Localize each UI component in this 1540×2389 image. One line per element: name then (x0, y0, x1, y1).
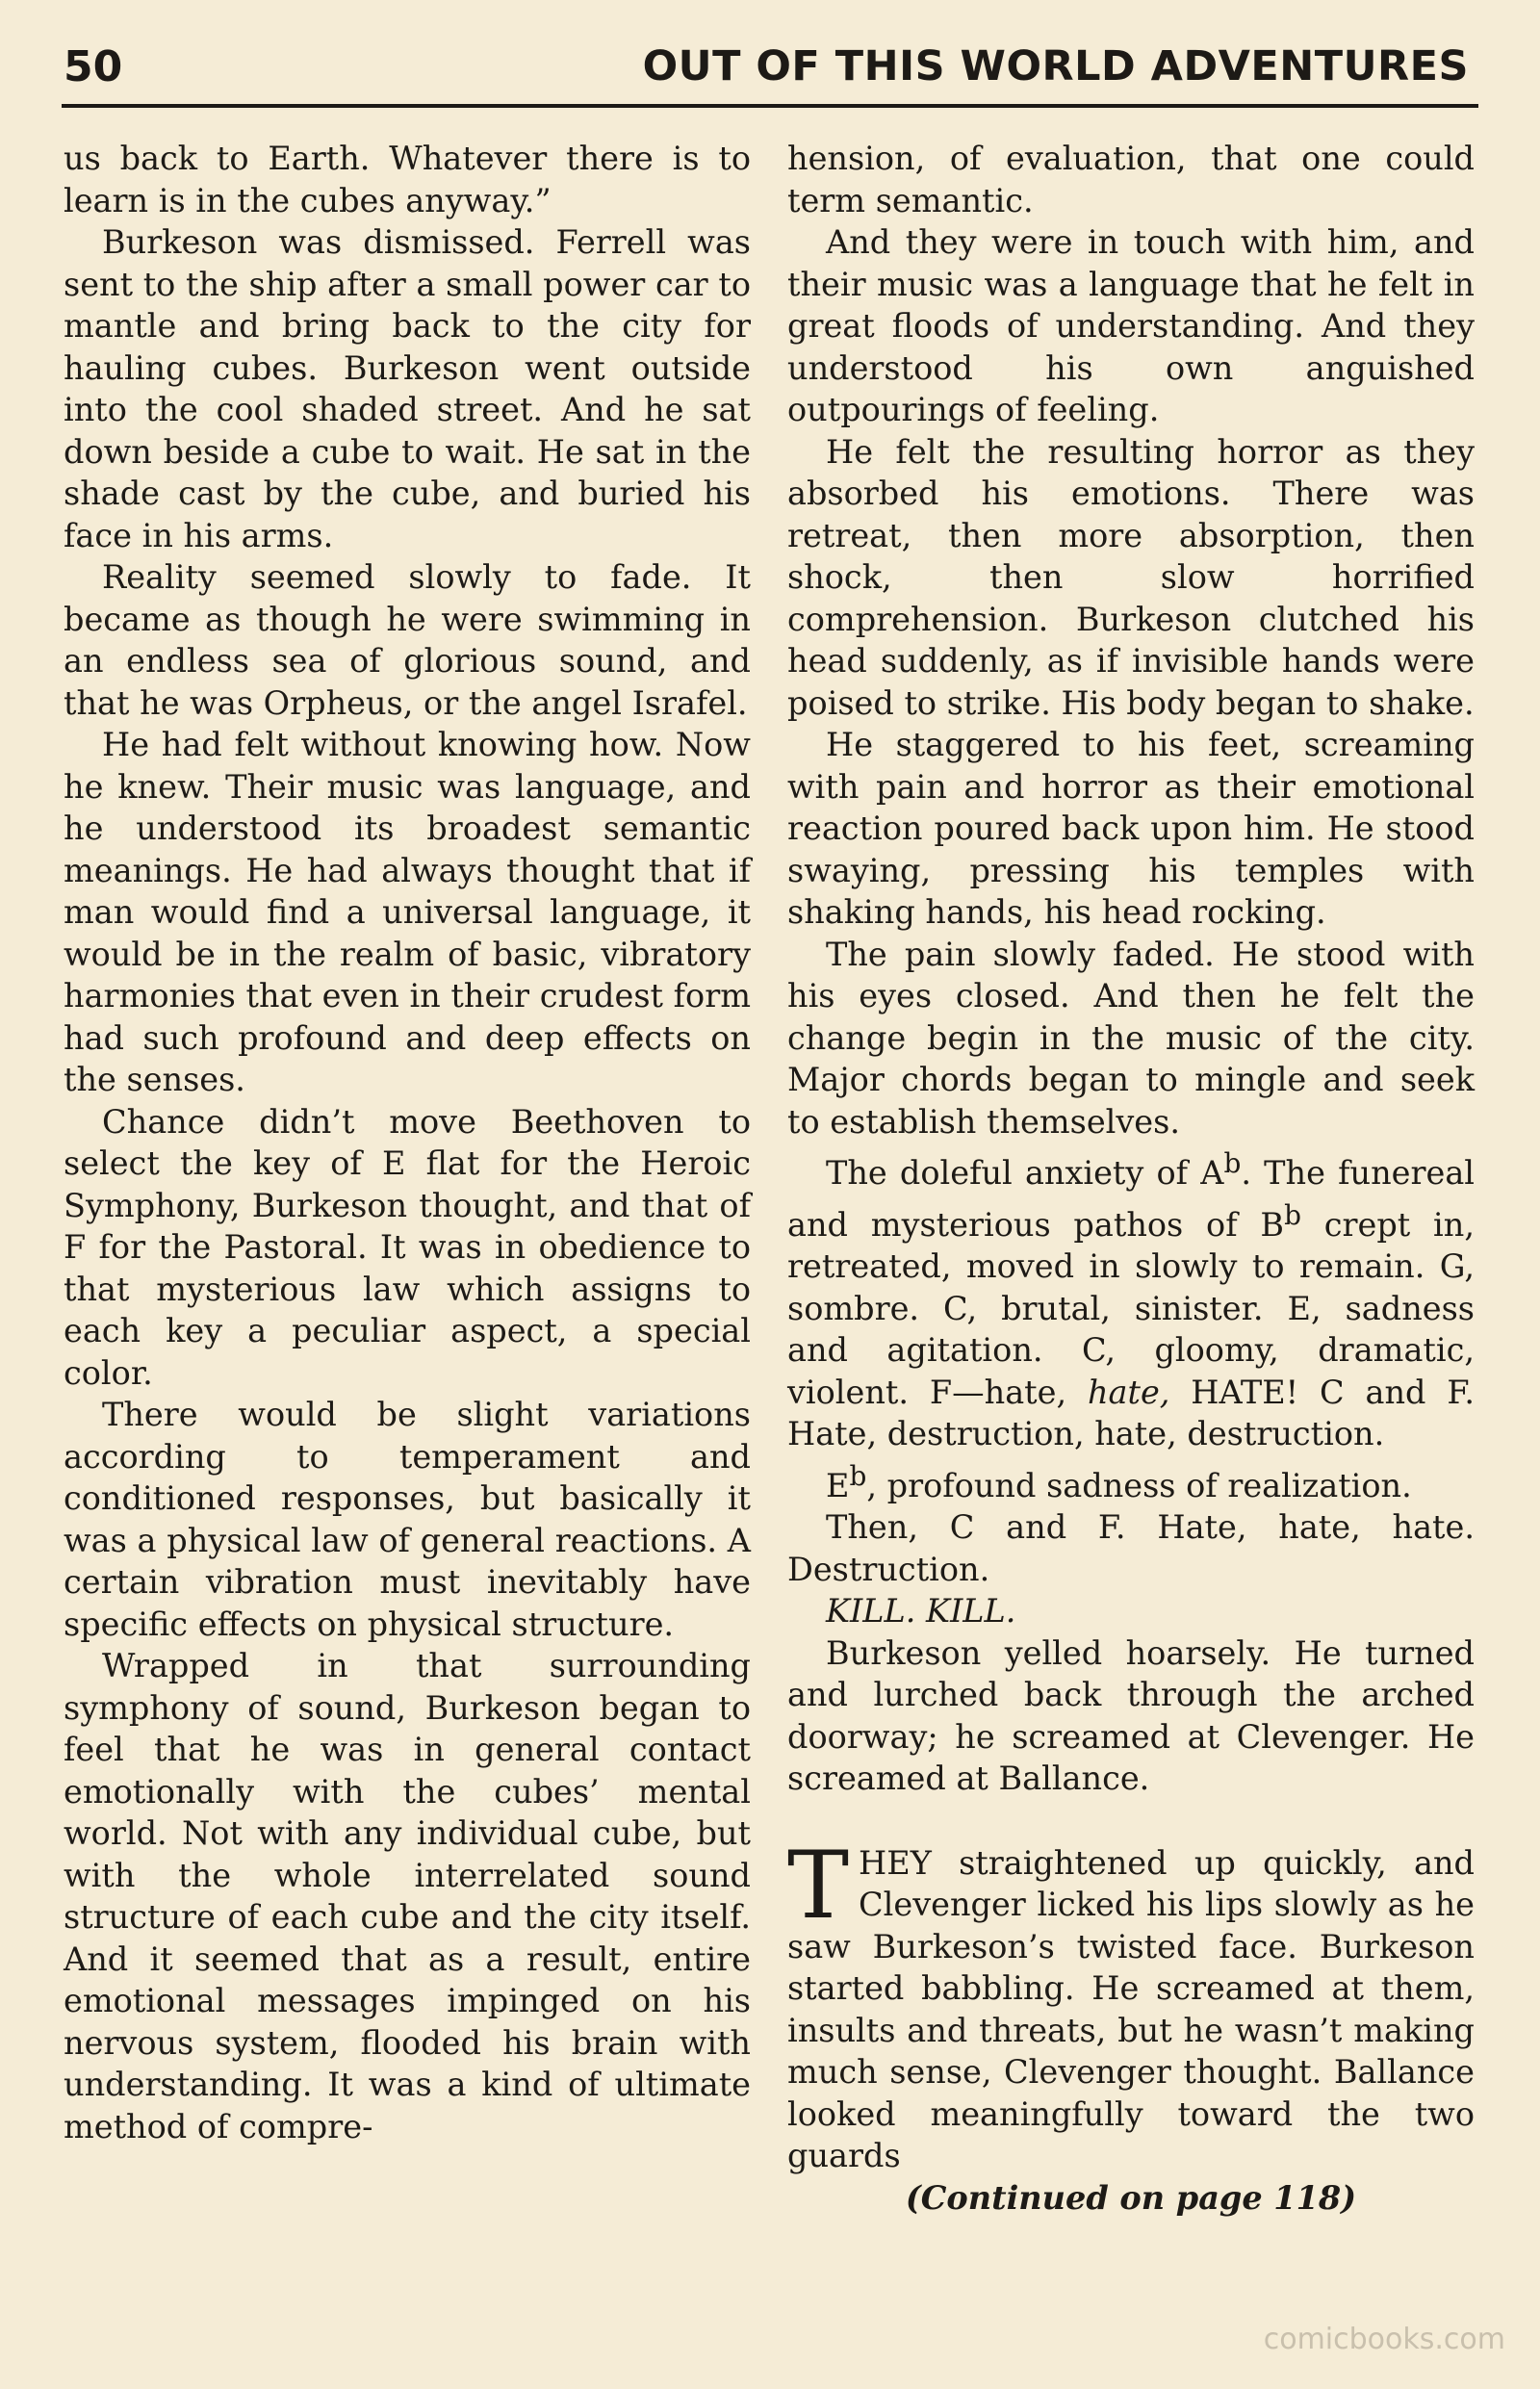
text-run: HATE! C and F. Hate, destruction, hate, destruction. (787, 1373, 1475, 1453)
paragraph (787, 1455, 1475, 1507)
paragraph: Reality seemed slowly to fade. It became as though he were swimming in an endless sea of glorious sound, and that he was Orpheus, or the angel Israfel. (64, 558, 751, 722)
paragraph: Burkeson yelled hoarsely. He turned and lurched back through the arched doorway; he screamed at Clevenger. He screamed at Ballance. (787, 1633, 1475, 1798)
left-column (64, 138, 751, 2147)
flat-sign: b (1284, 1198, 1301, 1231)
text-run: crept in, retreated, moved in slowly to remain. G, sombre. C, brutal, sinister. E, sadness and agitation. C, gloomy, dramatic, violent. F—hate, (787, 1205, 1475, 1411)
italic-run: hate, (1087, 1373, 1170, 1411)
right-column (787, 138, 1475, 2219)
paragraph: There would be slight variations according to temperament and conditioned responses, but basically it was a physical law of general reactions. A certain vibration must inevitably have specific effects on physical structure. (64, 1396, 751, 1643)
paragraph: Then, C and F. Hate, hate, hate. Destruction. (787, 1508, 1475, 1588)
page-number: 50 (64, 42, 123, 91)
text-run: . The funereal and mysterious pathos of B (787, 1154, 1476, 1244)
drop-cap: T (787, 1831, 850, 1939)
paragraph: Burkeson was dismissed. Ferrell was sent to the ship after a small power car to mantle and bring back to the city for hauling cubes. Burkeson went outside into the cool shaded street. And he sat down beside a cube to wait. He sat in the shade cast by the cube, and buried his face in his arms. (64, 223, 751, 554)
paragraph-kill: KILL. KILL. (826, 1592, 1016, 1631)
paragraph: And they were in touch with him, and their music was a language that he felt in great floods of understanding. And they understood his own anguished outpourings of feeling. (787, 223, 1475, 428)
text-run: HEY straightened up quickly, and Clevenger licked his lips slowly as he saw Burkeson’s twisted face. Burkeson started babbling. He screamed at them, insults and threats, but he wasn’t making much sense, Clevenger thought. Ballance looked meaningfully toward the two guards (787, 1843, 1475, 2175)
paragraph: us back to Earth. Whatever there is to learn is in the cubes anyway.” (64, 140, 751, 219)
header-rule (62, 104, 1478, 108)
text-run: , profound sadness of realization. (866, 1466, 1412, 1504)
text-run: E (826, 1466, 850, 1504)
continued-note: (Continued on page 118) (905, 2178, 1357, 2217)
page-header (62, 39, 1478, 100)
paragraph: He staggered to his feet, screaming with pain and horror as their emotional reaction poured back upon him. He stood swaying, pressing his temples with shaking hands, his head rocking. (787, 726, 1475, 931)
paragraph-keys (787, 1143, 1475, 1455)
flat-sign: b (1223, 1147, 1242, 1179)
paragraph: The pain slowly faded. He stood with his eyes closed. And then he felt the change begin in the music of the city. Major chords began to mingle and seek to establish themselves. (787, 935, 1475, 1141)
paragraph: He felt the resulting horror as they absorbed his emotions. There was retreat, then more absorption, then shock, then slow horrified comprehension. Burkeson clutched his head suddenly, as if invisible hands were poised to strike. His body began to shake. (787, 432, 1475, 722)
paragraph-dropcap (787, 1831, 1475, 2177)
paragraph: hension, of evaluation, that one could term semantic. (787, 140, 1475, 219)
section-break (787, 1800, 1475, 1842)
paragraph: Chance didn’t move Beethoven to select the key of E flat for the Heroic Symphony, Burkeson thought, and that of F for the Pastoral. It was in obedience to that mysterious law which assigns to each key a peculiar aspect, a special color. (64, 1102, 751, 1392)
running-head: OUT OF THIS WORLD ADVENTURES (642, 42, 1469, 90)
watermark: comicbooks.com (1263, 2323, 1505, 2356)
text-run: The doleful anxiety of A (826, 1154, 1224, 1193)
paragraph: Wrapped in that surrounding symphony of sound, Burkeson began to feel that he was in general contact emotionally with the cubes’ mental world. Not with any individual cube, but with the whole interrelated sound structure of each cube and the city itself. And it seemed that as a result, entire emotional messages impinged on his nervous system, flooded his brain with understanding. It was a kind of ultimate method of compre- (64, 1647, 751, 2145)
paragraph: He had felt without knowing how. Now he knew. Their music was language, and he understood its broadest semantic meanings. He had always thought that if man would find a universal language, it would be in the realm of basic, vibratory harmonies that even in their crudest form had such profound and deep effects on the senses. (64, 726, 751, 1098)
flat-sign: b (849, 1459, 867, 1492)
